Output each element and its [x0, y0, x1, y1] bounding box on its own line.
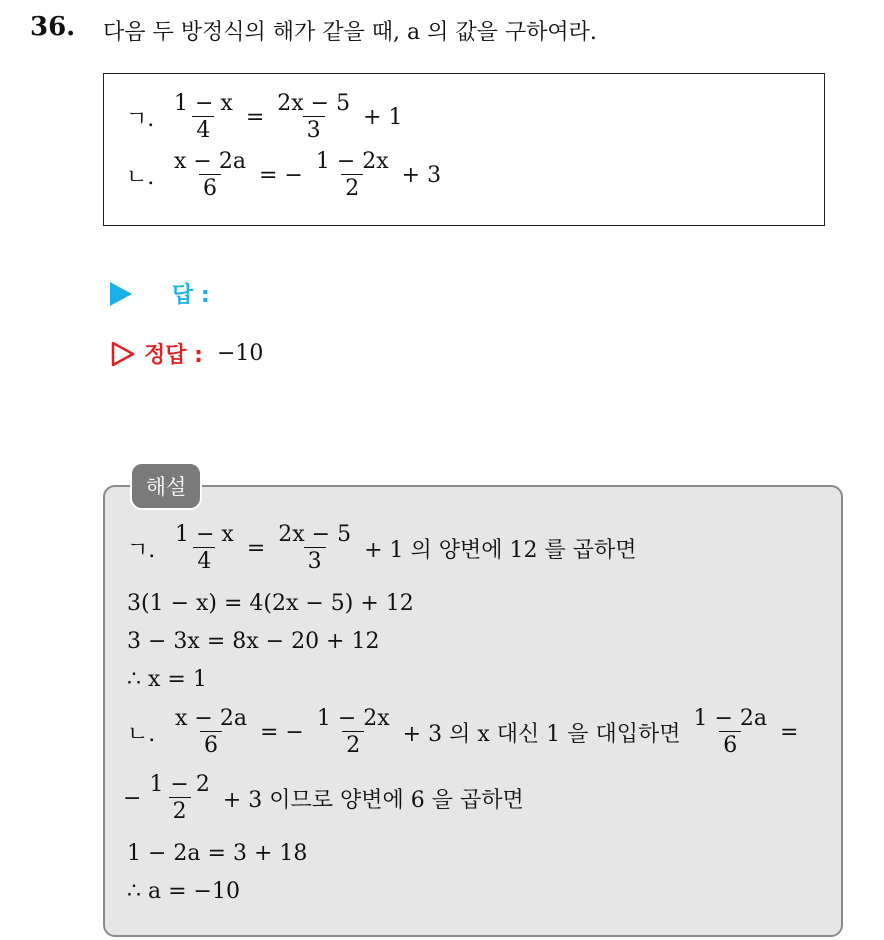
solution-line-2: 3(1 − x) = 4(2x − 5) + 12	[127, 591, 414, 616]
denominator: 2	[341, 174, 363, 200]
denominator: 6	[200, 731, 222, 757]
constant-term: + 3	[401, 162, 442, 188]
equation-label: ㄱ.	[126, 106, 155, 132]
solution-text: + 1 의 양변에 12 를 곱하면	[364, 537, 637, 563]
solution-line-3: 3 − 3x = 8x − 20 + 12	[127, 629, 380, 654]
minus-sign: −	[123, 785, 142, 811]
equation-2	[126, 150, 446, 200]
denominator: 6	[719, 731, 741, 757]
denominator: 3	[304, 547, 326, 573]
play-filled-icon	[110, 282, 132, 306]
operator: =	[245, 104, 265, 130]
problem-box	[103, 73, 825, 226]
fraction	[170, 150, 250, 200]
denominator: 2	[169, 797, 191, 823]
denominator: 4	[192, 116, 214, 142]
numerator: 2x − 5	[278, 522, 352, 547]
numerator: 1 − x	[175, 522, 234, 547]
solution-tab: 해설	[130, 462, 202, 510]
constant-term: + 1	[363, 104, 403, 130]
numerator: 1 − 2x	[315, 149, 389, 174]
correct-answer-value: −10	[216, 341, 264, 366]
fraction	[689, 707, 771, 757]
numerator: 2x − 5	[277, 91, 351, 116]
play-outline-icon	[110, 340, 136, 368]
numerator: x − 2a	[174, 149, 246, 174]
numerator: 1 − 2	[149, 772, 210, 797]
operator: = −	[258, 162, 303, 188]
numerator: 1 − 2x	[316, 706, 390, 731]
fraction	[171, 707, 251, 757]
solution-line-1	[127, 523, 642, 573]
solution-line-6	[123, 773, 529, 823]
solution-text: + 3 의 x 대신 1 을 대입하면	[402, 721, 681, 747]
equation-label: ㄴ.	[127, 721, 156, 747]
denominator: 2	[342, 731, 364, 757]
operator: = −	[259, 719, 304, 745]
equation-label: ㄱ.	[127, 537, 156, 563]
question-text: 다음 두 방정식의 해가 같을 때, a 의 값을 구하여라.	[103, 20, 597, 45]
fraction	[145, 773, 213, 823]
fraction	[170, 92, 237, 142]
denominator: 3	[303, 116, 325, 142]
solution-line-4: ∴ x = 1	[127, 667, 207, 692]
solution-line-8: ∴ a = −10	[127, 879, 240, 904]
fraction	[171, 523, 238, 573]
fraction	[273, 92, 354, 142]
numerator: 1 − 2a	[693, 706, 767, 731]
fraction	[312, 150, 393, 200]
equation-label: ㄴ.	[126, 164, 155, 190]
question-number: 36.	[30, 12, 76, 42]
fraction	[313, 707, 394, 757]
answer-label: 답 :	[172, 283, 210, 308]
correct-answer-label: 정답 :	[144, 343, 203, 368]
denominator: 4	[193, 547, 215, 573]
operator: =	[246, 535, 266, 561]
numerator: x − 2a	[175, 706, 247, 731]
answer-row	[110, 278, 210, 309]
numerator: 1 − x	[174, 91, 233, 116]
solution-line-7: 1 − 2a = 3 + 18	[127, 841, 308, 866]
solution-box	[103, 485, 843, 937]
equation-1	[126, 92, 408, 142]
correct-answer-row	[110, 338, 263, 369]
operator: =	[780, 719, 799, 745]
solution-text: + 3 이므로 양변에 6 을 곱하면	[222, 787, 524, 813]
denominator: 6	[199, 174, 221, 200]
fraction	[274, 523, 355, 573]
solution-line-5	[127, 707, 803, 757]
